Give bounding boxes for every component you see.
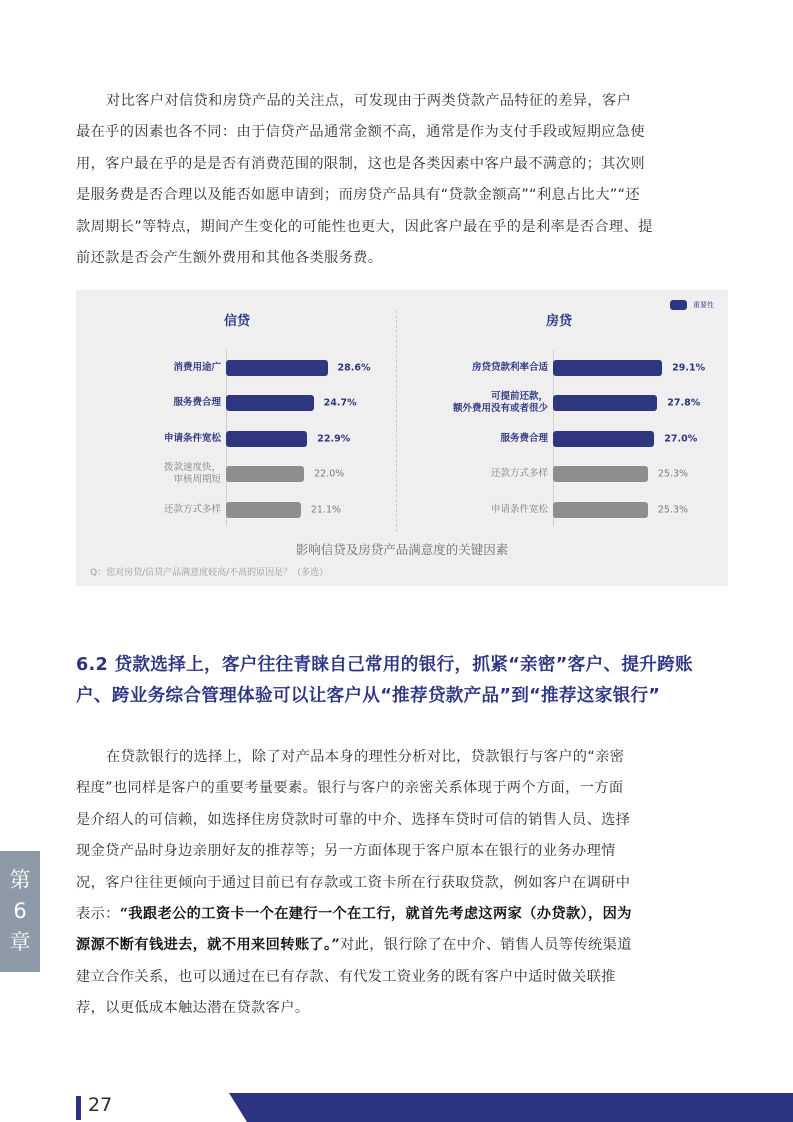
chapter-side-tab (0, 851, 40, 972)
category-label: 服务费合理 (500, 433, 548, 444)
category-label: 申请条件宽松 (163, 433, 221, 444)
figure-caption: 影响信贷及房贷产品满意度的关键因素 (295, 542, 509, 557)
bar (553, 502, 648, 518)
category-label: 房贷贷款利率合适 (471, 362, 548, 373)
intro-paragraph (76, 86, 730, 274)
chart-legend (670, 300, 714, 310)
value-label: 22.0% (314, 468, 345, 480)
body-line: 况，客户往往更倾向于通过目前已有存款或工资卡所在行获取贷款，例如客户在调研中 (76, 874, 631, 891)
body-line: 建立合作关系，也可以通过在已有存款、有代发工资业务的既有客户中适时做关联推 (76, 968, 616, 985)
intro-line: 最在乎的因素也各不同：由于信贷产品通常金额不高，通常是作为支付手段或短期应急使 (76, 124, 645, 141)
bar (553, 431, 654, 447)
chapter-tab-char: 第 (9, 868, 31, 892)
value-label: 22.9% (317, 433, 351, 445)
satisfaction-factors-figure (76, 290, 728, 586)
intro-line: 对比客户对信贷和房贷产品的关注点，可发现由于两类贷款产品特征的差异，客户 (106, 93, 632, 109)
body-line: 是介绍人的可信赖，如选择住房贷款时可靠的中介、选择车贷时可信的销售人员、选择 (76, 811, 631, 828)
value-label: 29.1% (672, 362, 706, 374)
chapter-tab-char: 章 (9, 930, 31, 954)
section-heading-line: 6.2 贷款选择上，客户往往青睐自己常用的银行，抓紧“亲密”客户、提升跨账 (76, 655, 693, 675)
body-paragraph (76, 742, 730, 1025)
body-text: 对此，银行除了在中介、销售人员等传统渠道 (340, 937, 632, 954)
bar (553, 466, 648, 482)
footer-band (229, 1093, 793, 1122)
body-line: 在贷款银行的选择上，除了对产品本身的理性分析对比，贷款银行与客户的“亲密 (106, 749, 625, 765)
section-heading (76, 650, 736, 712)
category-label: 还款方式多样 (490, 468, 548, 479)
intro-line: 是服务费是否合理以及能否如愿申请到；而房贷产品具有“贷款金额高”“利息占比大”“还 (76, 187, 640, 204)
bar (553, 395, 657, 411)
category-label: 还款方式多样 (163, 504, 221, 515)
value-label: 25.3% (657, 504, 689, 516)
body-text: 表示： (76, 906, 120, 923)
bar-row (76, 502, 728, 518)
section-heading-line: 户、跨业务综合管理体验可以让客户从“推荐贷款产品”到“推荐这家银行” (76, 686, 661, 706)
value-label: 25.3% (657, 468, 689, 480)
customer-quote: “我跟老公的工资卡一个在建行一个在工行，就首先考虑这两家（办贷款），因为 (119, 906, 632, 923)
body-line: 荐，以更低成本触达潜在贷款客户。 (76, 1000, 310, 1017)
intro-line: 前还款是否会产生额外费用和其他各类服务费。 (76, 250, 383, 267)
legend-swatch (670, 300, 687, 310)
value-label: 21.1% (310, 504, 342, 516)
customer-quote: 源源不断有钱进去，就不用来回转账了。” (76, 937, 341, 954)
intro-line: 用，客户最在乎的是是否有消费范围的限制，这也是各类因素中客户最不满意的；其次则 (76, 155, 645, 172)
value-label: 27.8% (667, 397, 701, 409)
category-label: 可提前还款， 额外费用没有或者很少 (452, 391, 548, 414)
chapter-tab-char: 6 (13, 899, 27, 923)
bar (553, 360, 662, 376)
value-label: 28.6% (337, 362, 371, 374)
bar-row (76, 391, 728, 414)
bar-row (76, 360, 728, 376)
value-label: 24.7% (323, 397, 357, 409)
page-number: 27 (88, 1094, 113, 1116)
body-line: 程度”也同样是客户的重要考量要素。银行与客户的亲密关系体现于两个方面，一方面 (76, 780, 624, 797)
body-line: 现金贷产品时身边亲朋好友的推荐等；另一方面体现于客户原本在银行的业务办理情 (76, 843, 616, 860)
credit-panel-title: 信贷 (224, 314, 251, 329)
legend-label: 重要性 (693, 301, 714, 309)
category-label: 消费用途广 (173, 362, 221, 373)
panel-divider (396, 310, 397, 532)
survey-question-note: Q：您对房贷/信贷产品满意度较高/不高的原因是？（多选） (90, 568, 329, 578)
mortgage-panel-title: 房贷 (546, 314, 573, 329)
value-label: 27.0% (664, 433, 698, 445)
body-line (76, 930, 730, 961)
intro-line: 款周期长”等特点，期间产生变化的可能性也更大，因此客户最在乎的是利率是否合理、提 (76, 218, 653, 235)
category-label: 拨款速度快， 审核周期短 (163, 462, 221, 485)
bar-row (76, 466, 728, 482)
body-line (76, 899, 730, 930)
bar-row (76, 431, 728, 447)
category-label: 申请条件宽松 (490, 504, 548, 515)
page-number-marker (76, 1096, 81, 1120)
category-label: 服务费合理 (173, 397, 221, 408)
